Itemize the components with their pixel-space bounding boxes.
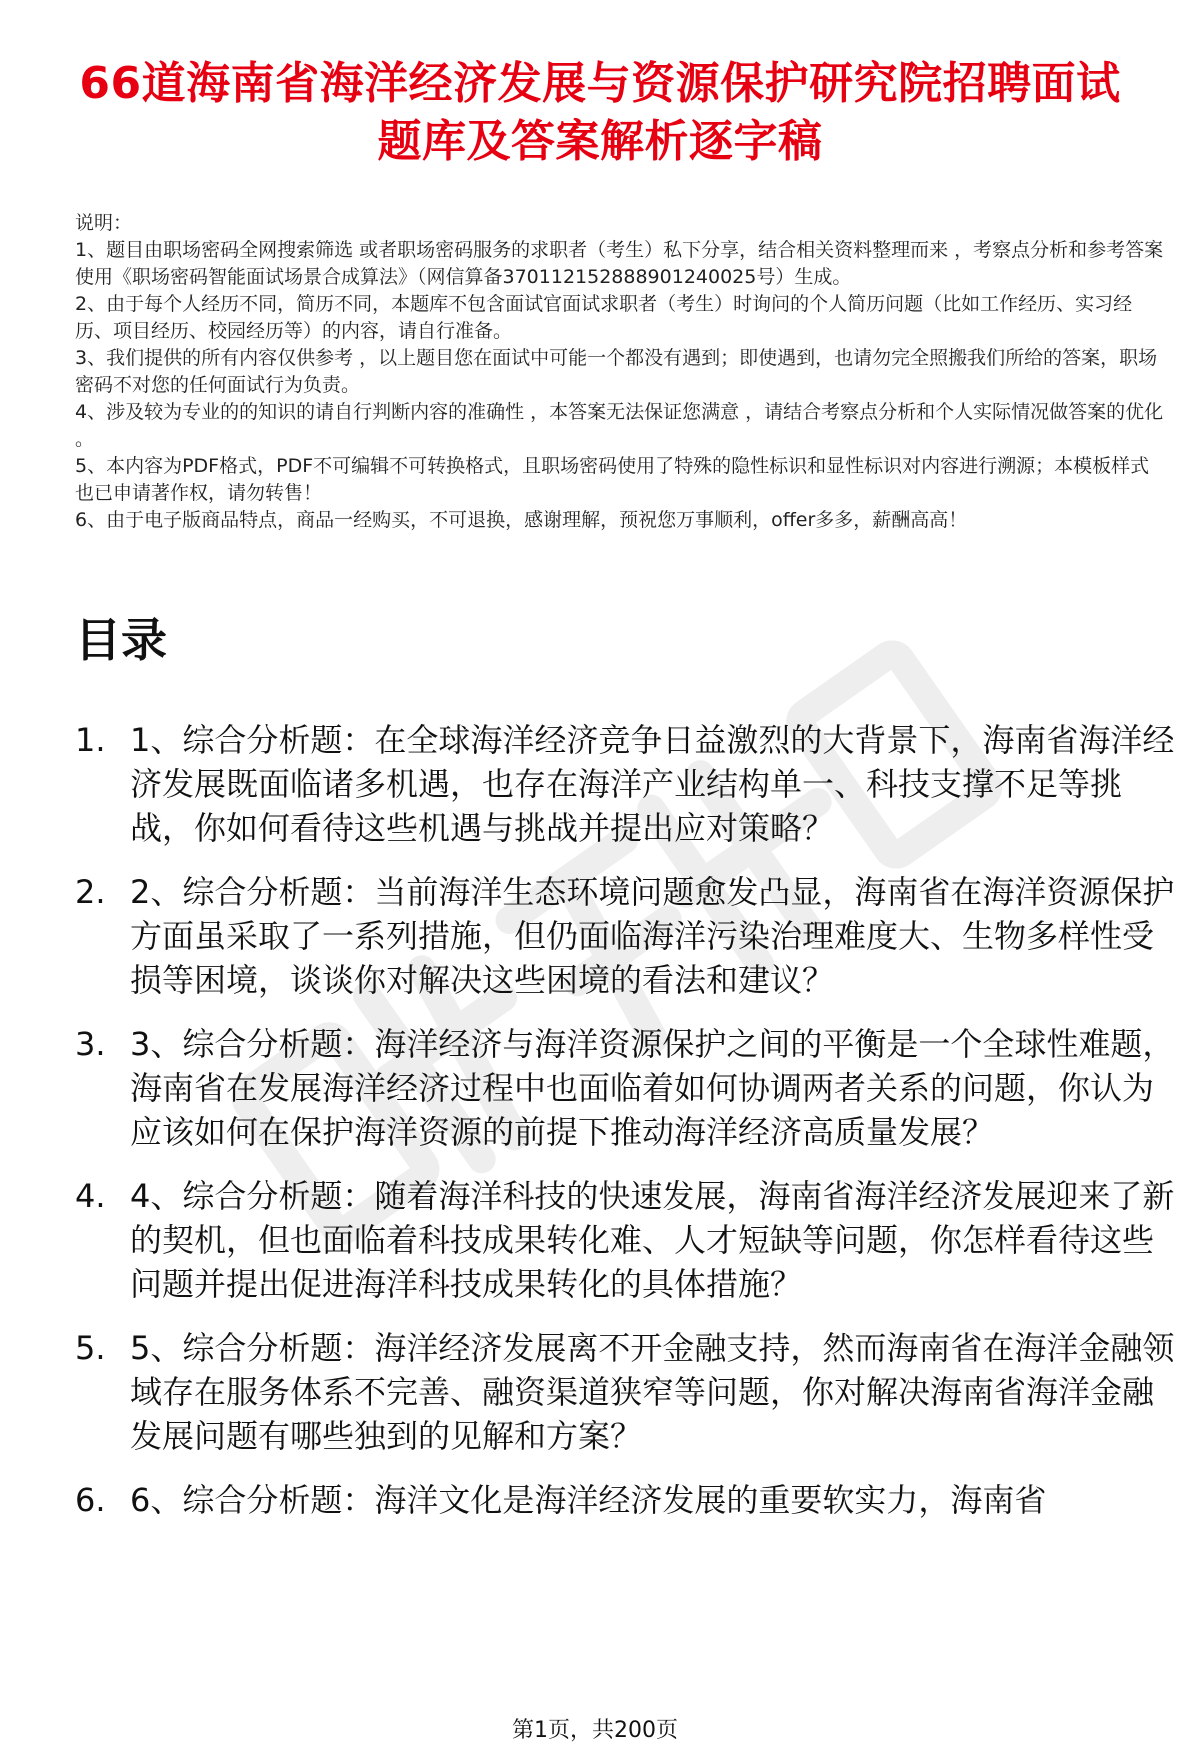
toc-item-number: 1. [75,721,106,759]
note-item: 3、我们提供的所有内容仅供参考 ，以上题目您在面试中可能一个都没有遇到；即使遇到，也请勿完全照搬我们所给的答案，职场密码不对您的任何面试行为负责。 [75,347,1158,396]
toc-item-text: 2、综合分析题：当前海洋生态环境问题愈发凸显，海南省在海洋资源保护方面虽采取了一系列措施，但仍面临海洋污染治理难度大、生物多样性受损等困境，谈谈你对解决这些困境的看法和建议？ [130,873,1175,999]
document-title: 66道海南省海洋经济发展与资源保护研究院招聘面试题库及答案解析逐字稿 [79,58,1121,167]
toc-item[interactable] [75,1326,1175,1458]
note-item: 1、题目由职场密码全网搜索筛选 或者职场密码服务的求职者（考生）私下分享，结合相关资料整理而来 ，考察点分析和参考答案使用《职场密码智能面试场景合成算法》（网信算备370112152888901240025号）生成。 [75,239,1164,288]
toc-item-text: 1、综合分析题：在全球海洋经济竞争日益激烈的大背景下，海南省海洋经济发展既面临诸多机遇，也存在海洋产业结构单一、科技支撑不足等挑战，你如何看待这些机遇与挑战并提出应对策略？ [130,721,1175,847]
note-item: 2、由于每个人经历不同，简历不同，本题库不包含面试官面试求职者（考生）时询问的个人简历问题（比如工作经历、实习经历、项目经历、校园经历等）的内容，请自行准备。 [75,293,1133,342]
toc-item-number: 3. [75,1025,106,1063]
toc-item[interactable] [75,1022,1175,1154]
toc-item-text: 6、综合分析题：海洋文化是海洋经济发展的重要软实力，海南省 [130,1481,1047,1519]
toc-item-number: 5. [75,1329,106,1367]
toc-item-text: 3、综合分析题：海洋经济与海洋资源保护之间的平衡是一个全球性难题，海南省在发展海洋经济过程中也面临着如何协调两者关系的问题，你认为应该如何在保护海洋资源的前提下推动海洋经济高质量发展？ [130,1025,1175,1151]
notes-heading: 说明： [75,212,133,234]
toc-item[interactable] [75,718,1175,850]
toc-item[interactable] [75,870,1175,1002]
toc-item-number: 6. [75,1481,106,1519]
page-footer: 第1页，共200页 [512,1718,678,1743]
notes-section [75,210,1165,534]
note-item: 5、本内容为PDF格式，PDF不可编辑不可转换格式，且职场密码使用了特殊的隐性标识和显性标识对内容进行溯源；本模板样式也已申请著作权，请勿转售！ [75,455,1150,504]
note-item: 4、涉及较为专业的的知识的请自行判断内容的准确性 ，本答案无法保证您满意 ，请结合考察点分析和个人实际情况做答案的优化 。 [75,401,1164,450]
toc-item[interactable] [75,1174,1175,1306]
toc-heading: 目录 [75,613,167,667]
toc-item[interactable] [75,1478,1175,1522]
toc-item-text: 5、综合分析题：海洋经济发展离不开金融支持，然而海南省在海洋金融领域存在服务体系不完善、融资渠道狭窄等问题，你对解决海南省海洋金融发展问题有哪些独到的见解和方案？ [130,1329,1175,1455]
note-item: 6、由于电子版商品特点，商品一经购买，不可退换，感谢理解，预祝您万事顺利，offer多多，薪酬高高！ [75,509,968,531]
toc-item-text: 4、综合分析题：随着海洋科技的快速发展，海南省海洋经济发展迎来了新的契机，但也面临着科技成果转化难、人才短缺等问题，你怎样看待这些问题并提出促进海洋科技成果转化的具体措施？ [130,1177,1175,1303]
toc-item-number: 2. [75,873,106,911]
toc-list [75,718,1175,1542]
toc-item-number: 4. [75,1177,106,1215]
